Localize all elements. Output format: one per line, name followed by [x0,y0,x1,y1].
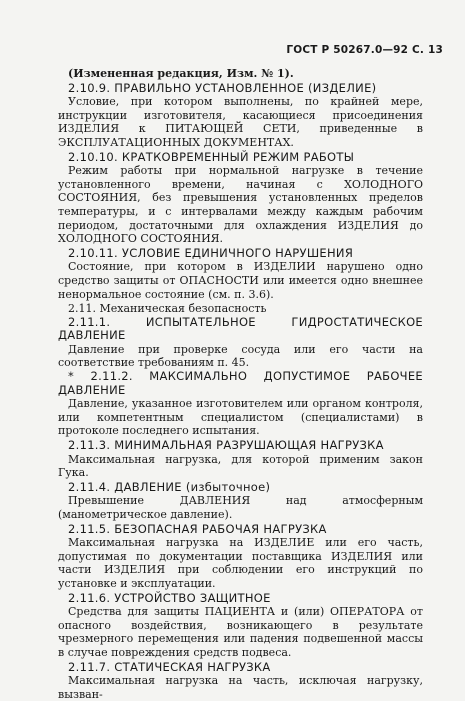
paragraph: Условие, при котором выполнены, по крайней мере, инструкции изготовителя, касающиеся присоединения ИЗДЕЛИЯ к ПИТАЮЩЕЙ СЕТИ, приведенные в ЭКСПЛУАТАЦИОННЫХ ДОКУМЕНТАХ. [58,95,423,149]
paragraph: Максимальная нагрузка, для которой применим закон Гука. [58,452,423,480]
paragraph: Режим работы при нормальной нагрузке в течение установленного времени, начиная с ХОЛОДНОГО СОСТОЯНИЯ, без превышения установленных пределов температуры, и с интервалами между каждым рабочим периодом, достаточными для охлаждения ИЗДЕЛИЯ до ХОЛОДНОГО СОСТОЯНИЯ. [58,164,423,246]
section-heading: * 2.11.2. МАКСИМАЛЬНО ДОПУСТИМОЕ РАБОЧЕЕ ДАВЛЕНИЕ [58,369,423,397]
section-heading: 2.11.7. СТАТИЧЕСКАЯ НАГРУЗКА [68,659,271,674]
paragraph: Максимальная нагрузка на ИЗДЕЛИЕ или его часть, допустимая по документации поставщика ИЗДЕЛИЯ или части ИЗДЕЛИЯ при соблюдении его инструкций по установке и эксплуатации. [58,536,423,590]
section-heading: 2.10.10. КРАТКОВРЕМЕННЫЙ РЕЖИМ РАБОТЫ [68,149,355,164]
page-header: ГОСТ Р 50267.0—92 С. 13 [286,44,443,56]
paragraph: Давление, указанное изготовителем или органом контроля, или компетентным специалистом (специалистами) в протоколе последнего испытания. [58,397,423,438]
paragraph: Максимальная нагрузка на часть, исключая нагрузку, вызван- [58,674,423,701]
section-heading: 2.10.11. УСЛОВИЕ ЕДИНИЧНОГО НАРУШЕНИЯ [68,245,354,260]
section-heading: 2.11.6. УСТРОЙСТВО ЗАЩИТНОЕ [68,590,271,605]
paragraph: Давление при проверке сосуда или его части на соответствие требованиям п. 45. [58,342,423,370]
section-heading: 2.11. Механическая безопасность [68,302,267,316]
document-body [58,67,423,701]
section-heading: 2.10.9. ПРАВИЛЬНО УСТАНОВЛЕННОЕ (ИЗДЕЛИЕ) [68,80,377,95]
paragraph: Состояние, при котором в ИЗДЕЛИИ нарушено одно средство защиты от ОПАСНОСТИ или имеется одно внешнее ненормальное состояние (см. п. 3.6). [58,260,423,301]
section-heading: 2.11.5. БЕЗОПАСНАЯ РАБОЧАЯ НАГРУЗКА [68,521,327,536]
section-heading: 2.11.3. МИНИМАЛЬНАЯ РАЗРУШАЮЩАЯ НАГРУЗКА [68,438,384,453]
paragraph: (Измененная редакция, Изм. № 1). [68,67,294,80]
paragraph: Превышение ДАВЛЕНИЯ над атмосферным (манометрическое давление). [58,494,423,521]
section-heading: 2.11.1. ИСПЫТАТЕЛЬНОЕ ГИДРОСТАТИЧЕСКОЕ ДАВЛЕНИЕ [58,314,423,343]
section-heading: 2.11.4. ДАВЛЕНИЕ (избыточное) [68,479,271,494]
paragraph: Средства для защиты ПАЦИЕНТА и (или) ОПЕРАТОРА от опасного воздействия, возникающего в результате чрезмерного перемещения или падения подвешенной массы в случае повреждения средств подвеса. [58,605,423,659]
